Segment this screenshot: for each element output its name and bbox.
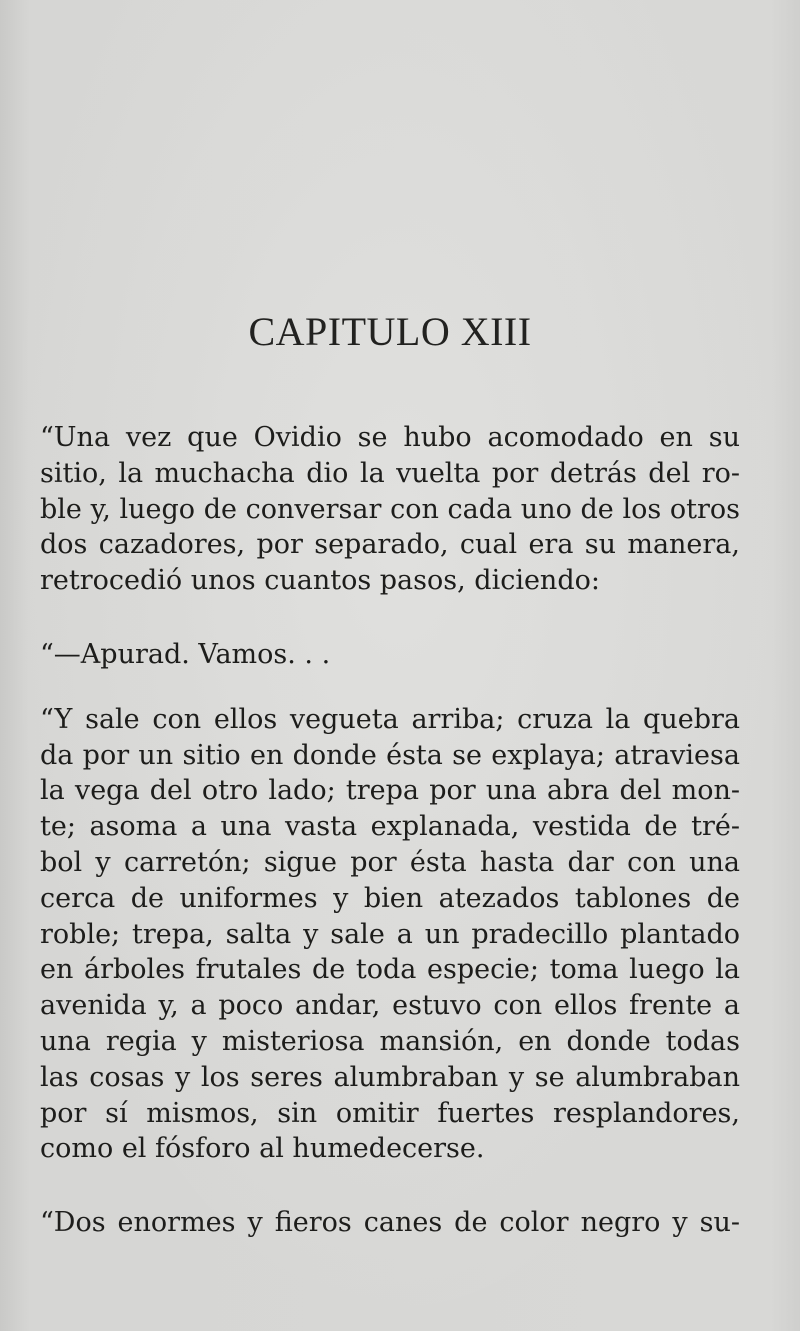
text-line: “—Apurad. Vamos. . .	[40, 638, 331, 670]
text-line: “Y sale con ellos vegueta arriba; cruza la quebra	[40, 703, 740, 735]
text-line: dos cazadores, por separado, cual era su manera,	[40, 529, 740, 561]
text-line: cerca de uniformes y bien atezados tablones de	[40, 882, 740, 914]
text-line: bol y carretón; sigue por ésta hasta dar con una	[40, 846, 740, 878]
text-line: ble y, luego de conversar con cada uno de los otros	[40, 493, 740, 525]
body-text	[40, 420, 740, 1279]
text-line: una regia y misteriosa mansión, en donde todas	[40, 1025, 740, 1057]
text-line: sitio, la muchacha dio la vuelta por detrás del ro-	[40, 457, 740, 489]
text-line: “Dos enormes y fieros canes de color negro y su-	[40, 1207, 740, 1239]
text-line: te; asoma a una vasta explanada, vestida de tré-	[40, 811, 740, 843]
text-line: por sí mismos, sin omitir fuertes resplandores,	[40, 1097, 740, 1129]
text-line: como el fósforo al humedecerse.	[40, 1133, 485, 1165]
paragraph	[40, 637, 740, 673]
text-line: roble; trepa, salta y sale a un pradecillo plantado	[40, 918, 740, 950]
paragraph	[40, 702, 740, 1167]
chapter-heading: CAPITULO XIII	[248, 309, 532, 354]
text-line: “Una vez que Ovidio se hubo acomodado en su	[40, 422, 740, 453]
text-line: da por un sitio en donde ésta se explaya; atraviesa	[40, 739, 740, 771]
paragraph	[40, 420, 740, 599]
text-line: avenida y, a poco andar, estuvo con ellos frente a	[40, 990, 740, 1022]
text-line: las cosas y los seres alumbraban y se alumbraban	[40, 1061, 740, 1093]
text-line: en árboles frutales de toda especie; toma luego la	[40, 954, 740, 986]
text-line: la vega del otro lado; trepa por una abra del mon-	[40, 775, 740, 807]
paragraph	[40, 1205, 740, 1241]
text-line: retrocedió unos cuantos pasos, diciendo:	[40, 565, 600, 597]
